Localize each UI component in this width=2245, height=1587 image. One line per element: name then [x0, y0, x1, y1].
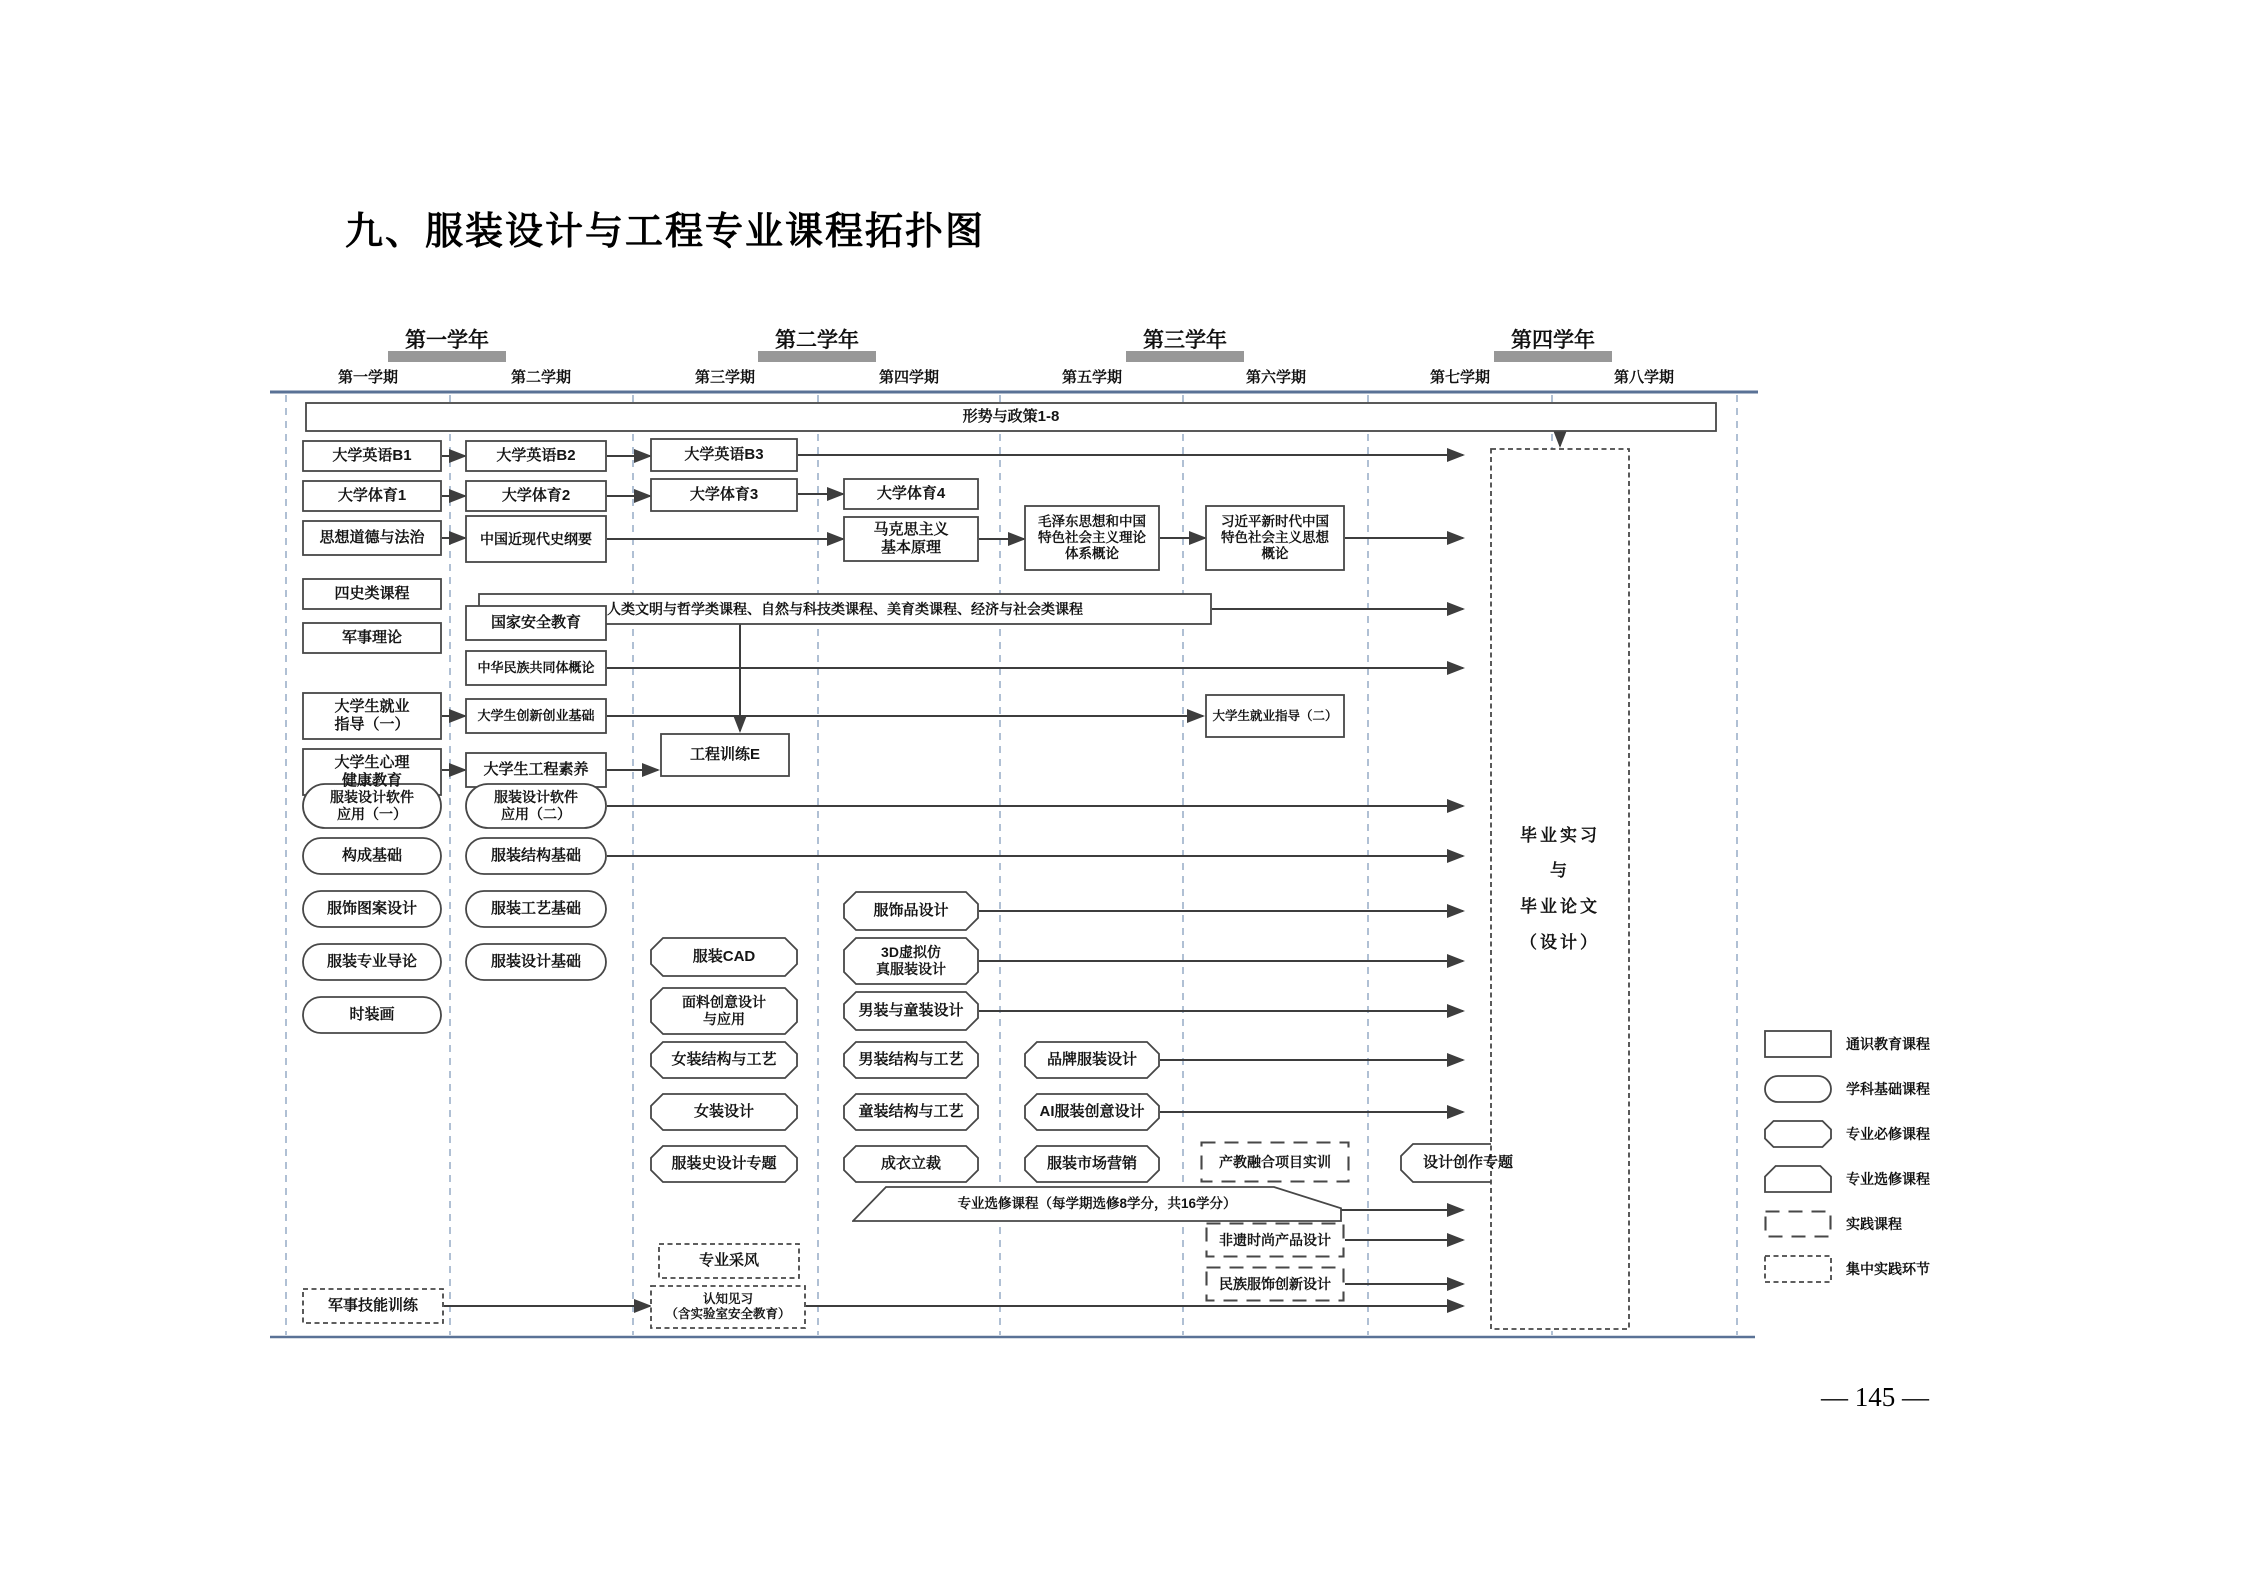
course-military-theory: 军事理论 [302, 622, 442, 654]
course-major-electives: 专业选修课程（每学期选修8学分，共16学分） [852, 1186, 1342, 1222]
course-design-creation-topic: 设计创作专题 [1400, 1143, 1536, 1183]
course-womenswear-structure-craft: 女装结构与工艺 [650, 1041, 798, 1079]
legend-label: 专业必修课程 [1846, 1126, 1930, 1142]
year-label-2: 第二学年 [775, 329, 859, 352]
course-3d-virtual-fashion: 3D虚拟仿 真服装设计 [843, 937, 979, 985]
course-garment-draping: 成衣立裁 [843, 1145, 979, 1183]
semester-label-2: 第二学期 [510, 369, 572, 386]
legend-label: 集中实践环节 [1846, 1261, 1930, 1277]
course-military-skills-training: 军事技能训练 [302, 1288, 444, 1324]
course-humanities-group: 人类文明与哲学类课程、自然与科技类课程、美育类课程、经济与社会类课程 [478, 593, 1212, 625]
course-college-english-b2: 大学英语B2 [465, 440, 607, 472]
course-engineering-training-e: 工程训练E [660, 733, 790, 777]
semester-label-3: 第三学期 [694, 369, 756, 386]
course-intangible-heritage-fashion: 非遗时尚产品设计 [1205, 1222, 1345, 1258]
year-label-1: 第一学年 [405, 329, 489, 352]
course-modern-chinese-history: 中国近现代史纲要 [465, 515, 607, 563]
course-engineering-literacy: 大学生工程素养 [465, 752, 607, 788]
course-national-security-education: 国家安全教育 [465, 605, 607, 641]
course-womenswear-design: 女装设计 [650, 1093, 798, 1131]
course-industry-education-project: 产教融合项目实训 [1200, 1141, 1350, 1183]
course-fashion-major-intro: 服装专业导论 [302, 943, 442, 981]
semester-label-4: 第四学期 [878, 369, 940, 386]
course-situation-policy: 形势与政策1-8 [305, 402, 1717, 432]
semester-label-6: 第六学期 [1245, 369, 1307, 386]
page-number: — 145 — [1821, 1382, 1929, 1412]
legend-shape-rect [1764, 1030, 1832, 1058]
course-marxism-principles: 马克思主义 基本原理 [843, 516, 979, 562]
page-title: 九、服装设计与工程专业课程拓扑图 [345, 211, 986, 253]
legend-shape-stadium [1764, 1075, 1832, 1103]
legend-shape-elective [1764, 1165, 1832, 1193]
legend-item-dash-fine [1764, 1255, 1930, 1283]
course-fashion-design-software-1: 服装设计软件 应用（一） [302, 783, 442, 829]
course-ideology-morality-law: 思想道德与法治 [302, 520, 442, 556]
course-innovation-entrepreneurship: 大学生创新创业基础 [465, 698, 607, 734]
year-label-4: 第四学年 [1511, 329, 1595, 352]
course-career-guidance-1: 大学生就业 指导（一） [302, 692, 442, 740]
legend-item-stadium [1764, 1075, 1930, 1103]
course-brand-fashion-design: 品牌服装设计 [1024, 1041, 1160, 1079]
legend-item-elective [1764, 1165, 1930, 1193]
course-chinese-nation-community: 中华民族共同体概论 [465, 650, 607, 686]
legend-label: 学科基础课程 [1846, 1081, 1930, 1097]
course-fashion-history-design-topic: 服装史设计专题 [650, 1145, 798, 1183]
legend-item-dash-long [1764, 1210, 1902, 1238]
legend-label: 通识教育课程 [1846, 1036, 1930, 1052]
course-fashion-cad: 服装CAD [650, 937, 798, 977]
course-college-english-b3: 大学英语B3 [650, 438, 798, 472]
legend-item-octagon [1764, 1120, 1930, 1148]
course-fashion-design-software-2: 服装设计软件 应用（二） [465, 783, 607, 829]
semester-label-5: 第五学期 [1061, 369, 1123, 386]
course-xi-thought: 习近平新时代中国 特色社会主义思想 概论 [1205, 505, 1345, 571]
course-costume-pattern-design: 服饰图案设计 [302, 890, 442, 928]
course-professional-field-study: 专业采风 [658, 1243, 800, 1279]
course-fashion-design-basics: 服装设计基础 [465, 943, 607, 981]
legend-label: 实践课程 [1846, 1216, 1902, 1232]
course-fashion-illustration: 时装画 [302, 996, 442, 1034]
course-fabric-creative-design: 面料创意设计 与应用 [650, 987, 798, 1035]
course-childrenswear-structure-craft: 童装结构与工艺 [843, 1093, 979, 1131]
course-cognitive-internship: 认知见习 （含实验室安全教育） [650, 1285, 806, 1329]
course-four-histories: 四史类课程 [302, 578, 442, 610]
course-pe-3: 大学体育3 [650, 478, 798, 512]
course-ai-fashion-creative-design: AI服装创意设计 [1024, 1093, 1160, 1131]
course-pe-1: 大学体育1 [302, 480, 442, 512]
course-career-guidance-2: 大学生就业指导（二） [1205, 694, 1345, 738]
legend-label: 专业选修课程 [1846, 1171, 1930, 1187]
edge-connector-12 [607, 623, 740, 731]
course-composition-basics: 构成基础 [302, 837, 442, 875]
semester-label-8: 第八学期 [1613, 369, 1675, 386]
course-menswear-childrenswear-design: 男装与童装设计 [843, 991, 979, 1031]
course-pe-2: 大学体育2 [465, 480, 607, 512]
course-accessories-design: 服饰品设计 [843, 891, 979, 931]
graduation-internship-thesis: 毕业实习 与 毕业论文 （设计） [1490, 448, 1630, 1330]
legend-shape-dash-long [1764, 1210, 1832, 1238]
year-label-3: 第三学年 [1143, 329, 1227, 352]
course-ethnic-costume-innovation: 民族服饰创新设计 [1205, 1266, 1345, 1302]
legend-item-rect [1764, 1030, 1930, 1058]
course-mao-thought: 毛泽东思想和中国 特色社会主义理论 体系概论 [1024, 505, 1160, 571]
course-garment-structure-basics: 服装结构基础 [465, 837, 607, 875]
semester-label-7: 第七学期 [1429, 369, 1491, 386]
course-garment-craft-basics: 服装工艺基础 [465, 890, 607, 928]
legend-shape-dash-fine [1764, 1255, 1832, 1283]
course-pe-4: 大学体育4 [843, 478, 979, 510]
course-fashion-marketing: 服装市场营销 [1024, 1145, 1160, 1183]
legend-shape-octagon [1764, 1120, 1832, 1148]
course-menswear-structure-craft: 男装结构与工艺 [843, 1041, 979, 1079]
semester-label-1: 第一学期 [337, 369, 399, 386]
course-mental-health: 大学生心理 健康教育 [302, 748, 442, 796]
course-college-english-b1: 大学英语B1 [302, 440, 442, 472]
